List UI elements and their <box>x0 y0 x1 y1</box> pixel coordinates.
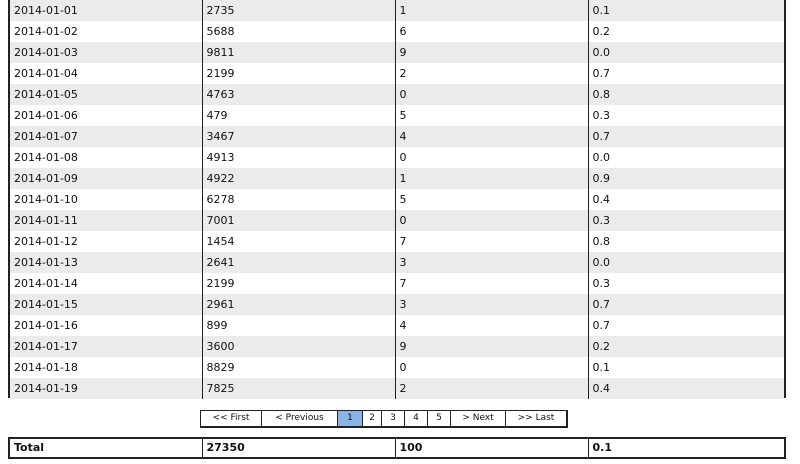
table-row <box>10 231 784 252</box>
table-row <box>10 147 784 168</box>
table-cell: 2735 <box>202 0 395 21</box>
table-row <box>10 0 784 21</box>
table-cell: 2961 <box>202 294 395 315</box>
table-cell: 2 <box>395 378 588 399</box>
table-cell: 1454 <box>202 231 395 252</box>
table-cell: 0.2 <box>588 336 784 357</box>
table-cell: 1 <box>395 0 588 21</box>
table-cell: 5 <box>395 189 588 210</box>
table-cell: 1 <box>395 168 588 189</box>
table-cell: 2014-01-02 <box>10 21 202 42</box>
table-cell: 0.7 <box>588 294 784 315</box>
table-cell: 3 <box>395 294 588 315</box>
table-cell: 2014-01-17 <box>10 336 202 357</box>
table-cell: 2014-01-08 <box>10 147 202 168</box>
table-row <box>10 357 784 378</box>
table-cell: 2014-01-18 <box>10 357 202 378</box>
table-cell: 2014-01-03 <box>10 42 202 63</box>
table-row <box>10 105 784 126</box>
table-row <box>10 168 784 189</box>
table-cell: 0.0 <box>588 147 784 168</box>
table-cell: 2199 <box>202 273 395 294</box>
table-cell: 2 <box>395 63 588 84</box>
table-cell: 6 <box>395 21 588 42</box>
table-cell: 3467 <box>202 126 395 147</box>
table-cell: 3600 <box>202 336 395 357</box>
table-cell: 2014-01-09 <box>10 168 202 189</box>
table-row <box>10 84 784 105</box>
table-row <box>10 378 784 399</box>
table-cell: 2014-01-04 <box>10 63 202 84</box>
table-cell: 6278 <box>202 189 395 210</box>
totals-row <box>8 437 786 459</box>
table-cell: 899 <box>202 315 395 336</box>
table-cell: 2014-01-13 <box>10 252 202 273</box>
table-cell: 0 <box>395 357 588 378</box>
last-page-button[interactable]: >> Last <box>517 413 555 423</box>
table-cell: 3 <box>395 252 588 273</box>
table-cell: 0 <box>395 84 588 105</box>
table-cell: 7001 <box>202 210 395 231</box>
table-cell: 2014-01-19 <box>10 378 202 399</box>
totals-cell: 0.1 <box>588 439 784 457</box>
table-row <box>10 273 784 294</box>
table-cell: 0 <box>395 147 588 168</box>
table-cell: 7 <box>395 273 588 294</box>
table-cell: 2014-01-14 <box>10 273 202 294</box>
table-cell: 0.7 <box>588 126 784 147</box>
table-cell: 0.3 <box>588 210 784 231</box>
table-cell: 0.8 <box>588 84 784 105</box>
table-row <box>10 42 784 63</box>
table-cell: 2014-01-10 <box>10 189 202 210</box>
data-grid <box>10 0 784 399</box>
table-row <box>10 315 784 336</box>
table-cell: 2014-01-01 <box>10 0 202 21</box>
table-row <box>10 252 784 273</box>
table-cell: 0.3 <box>588 273 784 294</box>
table-cell: 0.0 <box>588 42 784 63</box>
table-cell: 2014-01-16 <box>10 315 202 336</box>
table-cell: 0.1 <box>588 357 784 378</box>
table-cell: 9 <box>395 42 588 63</box>
page-button-2[interactable]: 2 <box>363 411 382 426</box>
totals-label: Total <box>14 441 45 454</box>
table-cell: 7 <box>395 231 588 252</box>
table-cell: 0 <box>395 210 588 231</box>
table-cell: 0.8 <box>588 231 784 252</box>
table-cell: 0.4 <box>588 189 784 210</box>
table-row <box>10 189 784 210</box>
page-button-5[interactable]: 5 <box>428 411 451 426</box>
table-cell: 2014-01-11 <box>10 210 202 231</box>
table-cell: 7825 <box>202 378 395 399</box>
table-cell: 0.0 <box>588 252 784 273</box>
next-page-button[interactable]: > Next <box>451 411 506 426</box>
page-button-3[interactable]: 3 <box>382 411 405 426</box>
table-cell: 0.1 <box>588 0 784 21</box>
table-cell: 0.4 <box>588 378 784 399</box>
table-cell: 2014-01-07 <box>10 126 202 147</box>
table-cell: 2014-01-12 <box>10 231 202 252</box>
table-cell: 4913 <box>202 147 395 168</box>
pagination <box>200 410 568 428</box>
page-button-4[interactable]: 4 <box>405 411 428 426</box>
table-row <box>10 21 784 42</box>
table-cell: 2014-01-15 <box>10 294 202 315</box>
table-cell: 0.3 <box>588 105 784 126</box>
table-row <box>10 210 784 231</box>
table-cell: 4 <box>395 126 588 147</box>
table-cell: 5 <box>395 105 588 126</box>
table-cell: 2014-01-05 <box>10 84 202 105</box>
table-cell: 5688 <box>202 21 395 42</box>
totals-cell: 27350 <box>202 439 395 457</box>
table-cell: 4763 <box>202 84 395 105</box>
table-row <box>10 336 784 357</box>
table-body <box>10 0 784 399</box>
data-table <box>8 0 786 398</box>
totals-cell: 100 <box>395 439 588 457</box>
table-row <box>10 294 784 315</box>
table-cell: 0.7 <box>588 63 784 84</box>
table-row <box>10 63 784 84</box>
table-cell: 479 <box>202 105 395 126</box>
table-cell: 8829 <box>202 357 395 378</box>
totals-table <box>10 439 784 457</box>
table-cell: 2199 <box>202 63 395 84</box>
table-cell: 9 <box>395 336 588 357</box>
first-page-button[interactable]: << First <box>201 411 262 426</box>
previous-page-button[interactable]: < Previous <box>262 411 338 426</box>
table-cell: 2014-01-06 <box>10 105 202 126</box>
table-cell: 4922 <box>202 168 395 189</box>
table-cell: 2641 <box>202 252 395 273</box>
table-cell: 0.7 <box>588 315 784 336</box>
table-cell: 0.2 <box>588 21 784 42</box>
table-cell: 9811 <box>202 42 395 63</box>
table-cell: 0.9 <box>588 168 784 189</box>
page-button-1[interactable]: 1 <box>338 411 363 426</box>
table-row <box>10 126 784 147</box>
table-cell: 4 <box>395 315 588 336</box>
